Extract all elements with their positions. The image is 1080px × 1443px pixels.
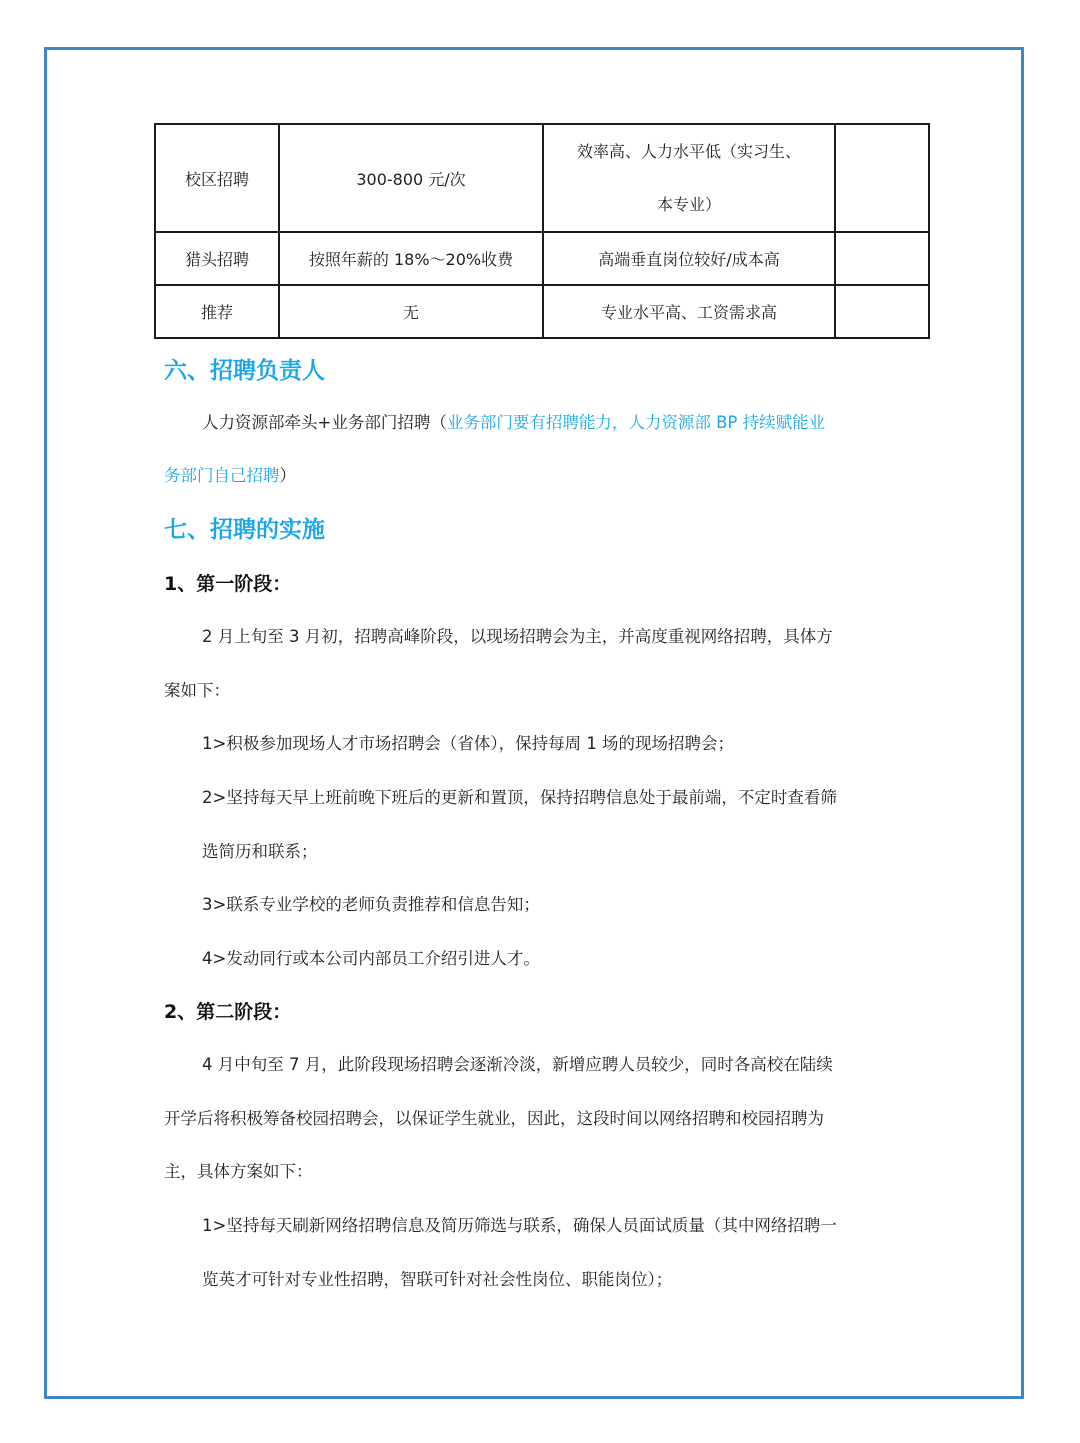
paragraph-line — [202, 409, 825, 433]
subsection-heading: 2、第二阶段： — [164, 1001, 292, 1023]
table-cell: 按照年薪的 18%～20%收费 — [279, 232, 543, 285]
paragraph-line: 主，具体方案如下： — [164, 1162, 313, 1181]
table-cell — [835, 285, 929, 338]
table-row — [155, 124, 929, 232]
table-cell: 无 — [279, 285, 543, 338]
paragraph-line: 4 月中旬至 7 月，此阶段现场招聘会逐渐冷淡，新增应聘人员较少，同时各高校在陆续 — [202, 1055, 833, 1074]
table-cell: 专业水平高、工资需求高 — [543, 285, 835, 338]
section-heading: 六、招聘负责人 — [164, 358, 325, 384]
list-item-continuation: 选简历和联系； — [202, 842, 318, 861]
table-cell: 300-800 元/次 — [279, 124, 543, 232]
table-cell — [835, 124, 929, 232]
text-run: ） — [279, 466, 296, 485]
paragraph-line: 开学后将积极筹备校园招聘会，以保证学生就业，因此，这段时间以网络招聘和校园招聘为 — [164, 1109, 824, 1128]
text-run: 人力资源部牵头+业务部门招聘（ — [202, 413, 447, 432]
table-row — [155, 285, 929, 338]
table-cell: 高端垂直岗位较好/成本高 — [543, 232, 835, 285]
list-item-continuation: 览英才可针对专业性招聘，智联可针对社会性岗位、职能岗位）； — [202, 1270, 673, 1289]
cell-line: 效率高、人力水平低（实习生、 — [576, 142, 801, 161]
table-cell: 猎头招聘 — [155, 232, 279, 285]
cell-line: 本专业） — [656, 195, 721, 214]
table-cell: 校区招聘 — [155, 124, 279, 232]
table-row — [155, 232, 929, 285]
paragraph-line: 案如下： — [164, 681, 230, 700]
subsection-heading: 1、第一阶段： — [164, 573, 292, 595]
table-cell: 推荐 — [155, 285, 279, 338]
paragraph-line: 2 月上旬至 3 月初，招聘高峰阶段，以现场招聘会为主，并高度重视网络招聘，具体方 — [202, 627, 833, 646]
table-cell — [835, 232, 929, 285]
list-item: 3>联系专业学校的老师负责推荐和信息告知； — [202, 895, 540, 914]
highlight-text: 务部门自己招聘 — [164, 466, 280, 485]
list-item: 1>坚持每天刷新网络招聘信息及简历筛选与联系，确保人员面试质量（其中网络招聘一 — [202, 1216, 837, 1235]
section-heading: 七、招聘的实施 — [164, 517, 325, 543]
paragraph-line — [164, 462, 296, 486]
highlight-text: 业务部门要有招聘能力，人力资源部 BP 持续赋能业 — [446, 413, 826, 432]
list-item: 4>发动同行或本公司内部员工介绍引进人才。 — [202, 949, 540, 968]
table-cell — [543, 124, 835, 232]
list-item: 2>坚持每天早上班前晚下班后的更新和置顶，保持招聘信息处于最前端，不定时查看筛 — [202, 788, 837, 807]
list-item: 1>积极参加现场人才市场招聘会（省体），保持每周 1 场的现场招聘会； — [202, 734, 735, 753]
recruitment-channel-table — [154, 123, 930, 339]
